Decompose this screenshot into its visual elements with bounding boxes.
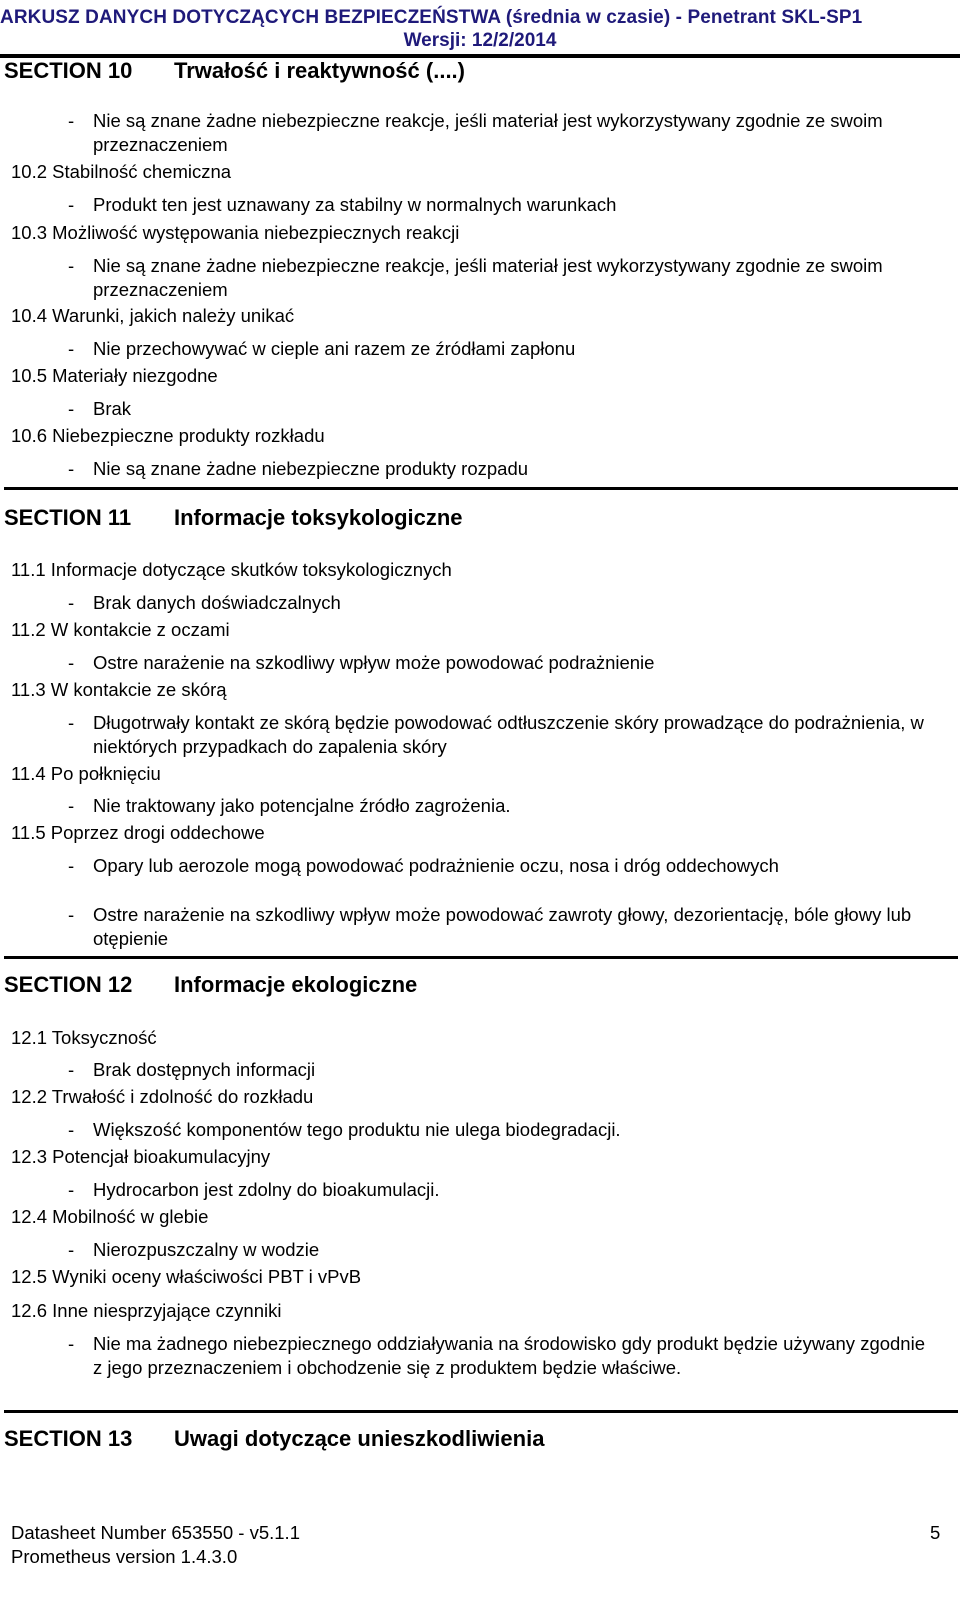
subsection-label: 12.4 Mobilność w glebie [11,1206,209,1227]
list-item-text: Ostre narażenie na szkodliwy wpływ może powodować zawroty głowy, dezorientację, bóle głowy lub otępienie [93,904,912,949]
section-title: Uwagi dotyczące unieszkodliwienia [174,1426,545,1451]
subsection-label: 11.2 W kontakcie z oczami [11,619,230,640]
list-item-text: Większość komponentów tego produktu nie ulega biodegradacji. [93,1119,621,1140]
section-title: Informacje ekologiczne [174,972,418,997]
list-item: - Nie są znane żadne niebezpieczne produkty rozpadu [68,457,938,481]
list-item-text: Produkt ten jest uznawany za stabilny w normalnych warunkach [93,194,617,215]
list-item: - Nie są znane żadne niebezpieczne reakcje, jeśli materiał jest wykorzystywany zgodnie ze swoim przeznaczeniem [68,254,938,301]
subsection-label: 11.5 Poprzez drogi oddechowe [11,822,265,843]
footer-prometheus-version: Prometheus version 1.4.3.0 [11,1546,238,1567]
list-item: - Większość komponentów tego produktu nie ulega biodegradacji. [68,1118,938,1142]
subsection-label: 11.4 Po połknięciu [11,763,161,784]
section-divider [4,1410,958,1413]
list-item-text: Nie traktowany jako potencjalne źródło zagrożenia. [93,795,511,816]
section-number: SECTION 11 [4,505,132,530]
section-11-heading [4,505,463,531]
subsection-label: 12.1 Toksyczność [11,1027,157,1048]
list-item: - Produkt ten jest uznawany za stabilny w normalnych warunkach [68,193,938,217]
list-item-text: Brak [93,398,132,419]
list-item-text: Hydrocarbon jest zdolny do bioakumulacji. [93,1179,440,1200]
list-item: - Opary lub aerozole mogą powodować podrażnienie oczu, nosa i dróg oddechowych [68,854,938,878]
list-item: - Nie ma żadnego niebezpiecznego oddziaływania na środowisko gdy produkt będzie używany zgodnie z jego przeznaczeniem i obchodzenie się z produktem będzie właściwe. [68,1332,938,1379]
document-header [0,0,960,58]
subsection-label: 10.3 Możliwość występowania niebezpiecznych reakcji [11,222,460,243]
subsection-label: 10.4 Warunki, jakich należy unikać [11,305,295,326]
list-item: - Nie traktowany jako potencjalne źródło zagrożenia. [68,794,938,818]
section-divider [4,487,958,490]
list-item-text: Nie są znane żadne niebezpieczne reakcje, jeśli materiał jest wykorzystywany zgodnie ze swoim przeznaczeniem [93,110,883,155]
list-item-text: Nie ma żadnego niebezpiecznego oddziaływania na środowisko gdy produkt będzie używany zgodnie z jego przeznaczeniem i obchodzenie się z produktem będzie właściwe. [93,1333,925,1378]
footer-datasheet-number: Datasheet Number 653550 - v5.1.1 [11,1522,300,1543]
list-item: - Ostre narażenie na szkodliwy wpływ może powodować zawroty głowy, dezorientację, bóle głowy lub otępienie [68,903,938,950]
list-item: - Nie są znane żadne niebezpieczne reakcje, jeśli materiał jest wykorzystywany zgodnie ze swoim przeznaczeniem [68,109,938,156]
section-number: SECTION 13 [4,1426,133,1451]
page-number: 5 [930,1522,941,1543]
list-item: - Długotrwały kontakt ze skórą będzie powodować odtłuszczenie skóry prowadzące do podrażnienia, w niektórych przypadkach do zapalenia skóry [68,711,938,758]
subsection-label: 12.5 Wyniki oceny właściwości PBT i vPvB [11,1266,362,1287]
list-item: - Brak dostępnych informacji [68,1058,938,1082]
section-number: SECTION 10 [4,58,133,83]
subsection-label: 10.5 Materiały niezgodne [11,365,218,386]
subsection-label: 12.3 Potencjał bioakumulacyjny [11,1146,271,1167]
section-13-heading [4,1426,544,1452]
document-title: ARKUSZ DANYCH DOTYCZĄCYCH BEZPIECZEŃSTWA (średnia w czasie) - Penetrant SKL-SP1 [0,7,863,28]
list-item: - Ostre narażenie na szkodliwy wpływ może powodować podrażnienie [68,651,938,675]
list-item-text: Opary lub aerozole mogą powodować podrażnienie oczu, nosa i dróg oddechowych [93,855,779,876]
section-title: Informacje toksykologiczne [174,505,463,530]
list-item-text: Nie są znane żadne niebezpieczne reakcje, jeśli materiał jest wykorzystywany zgodnie ze swoim przeznaczeniem [93,255,883,300]
list-item-text: Ostre narażenie na szkodliwy wpływ może powodować podrażnienie [93,652,655,673]
list-item: - Brak [68,397,938,421]
section-number: SECTION 12 [4,972,133,997]
list-item-text: Nierozpuszczalny w wodzie [93,1239,320,1260]
list-item: - Hydrocarbon jest zdolny do bioakumulacji. [68,1178,938,1202]
section-title: Trwałość i reaktywność (....) [174,58,465,83]
list-item: - Nie przechowywać w cieple ani razem ze źródłami zapłonu [68,337,938,361]
section-10-heading [4,58,465,84]
list-item-text: Brak danych doświadczalnych [93,592,341,613]
subsection-label: 10.2 Stabilność chemiczna [11,161,232,182]
section-divider [4,956,958,959]
subsection-label: 12.2 Trwałość i zdolność do rozkładu [11,1086,314,1107]
section-12-heading [4,972,417,998]
list-item-text: Brak dostępnych informacji [93,1059,316,1080]
list-item-text: Nie są znane żadne niebezpieczne produkty rozpadu [93,458,529,479]
subsection-label: 11.1 Informacje dotyczące skutków toksykologicznych [11,559,452,580]
list-item: - Nierozpuszczalny w wodzie [68,1238,938,1262]
subsection-label: 12.6 Inne niesprzyjające czynniki [11,1300,282,1321]
subsection-label: 10.6 Niebezpieczne produkty rozkładu [11,425,325,446]
list-item-text: Nie przechowywać w cieple ani razem ze źródłami zapłonu [93,338,576,359]
list-item: - Brak danych doświadczalnych [68,591,938,615]
list-item-text: Długotrwały kontakt ze skórą będzie powodować odtłuszczenie skóry prowadzące do podrażnienia, w niektórych przypadkach do zapalenia skóry [93,712,924,757]
subsection-label: 11.3 W kontakcie ze skórą [11,679,227,700]
document-version: Wersji: 12/2/2014 [403,30,557,51]
